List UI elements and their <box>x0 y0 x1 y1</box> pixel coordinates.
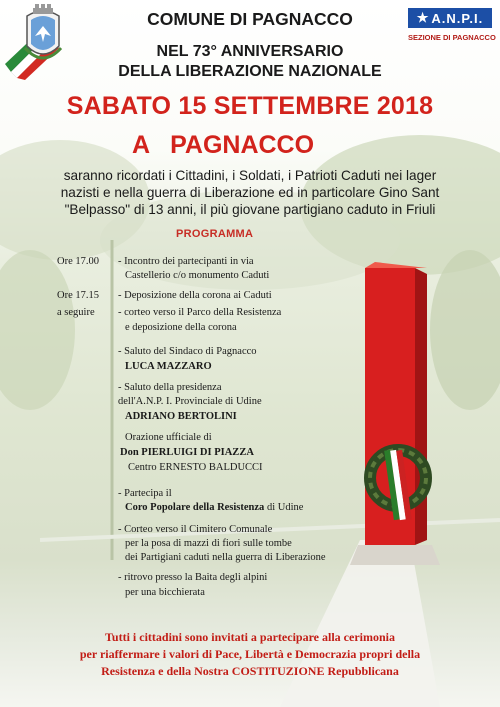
footer-line-1: Tutti i cittadini sono invitati a partecipare alla cerimonia <box>105 630 395 644</box>
comune-title: COMUNE DI PAGNACCO <box>147 9 353 29</box>
item-cimitero-l3: dei Partigiani caduti nella guerra di Liberazione <box>125 552 326 563</box>
footer-line-3: Resistenza e della Nostra COSTITUZIONE Repubblicana <box>101 664 399 678</box>
programma-title: PROGRAMMA <box>176 228 254 240</box>
item-baita-l1: - ritrovo presso la Baita degli alpini <box>118 572 268 583</box>
item-corteo-l1: - corteo verso il Parco della Resistenza <box>118 307 282 318</box>
item-cimitero-l1: - Corteo verso il Cimitero Comunale <box>118 524 273 535</box>
item-presidenza-l2: dell'A.N.P. I. Provinciale di Udine <box>118 396 262 407</box>
event-place: A PAGNACCO <box>132 131 315 159</box>
coro-suffix: di Udine <box>264 502 304 513</box>
star-icon: ★ <box>416 10 430 25</box>
item-cimitero-l2: per la posa di mazzi di fiori sulle tombe <box>125 538 292 549</box>
anpi-section: SEZIONE DI PAGNACCO <box>408 33 496 42</box>
intro-line-1: saranno ricordati i Cittadini, i Soldati, i Patrioti Caduti nei lager <box>63 168 437 183</box>
time-1715: Ore 17.15 <box>57 290 99 301</box>
name-mazzaro: LUCA MAZZARO <box>125 361 212 372</box>
footer-line-2: per riaffermare i valori di Pace, Libertà e Democrazia propri della <box>79 647 421 661</box>
tree-right <box>430 250 500 410</box>
item-presidenza-l1: - Saluto della presidenza <box>118 382 222 393</box>
item-coro <box>125 502 303 513</box>
item-corteo-l2: e deposizione della corona <box>125 322 237 333</box>
item-partecipa: - Partecipa il <box>118 488 172 499</box>
tree-left <box>0 250 75 410</box>
anpi-label: A.N.P.I. <box>431 10 484 26</box>
item-sindaco: - Saluto del Sindaco di Pagnacco <box>118 346 257 357</box>
item-deposizione: - Deposizione della corona ai Caduti <box>118 290 272 301</box>
item-baita-l2: per una bicchierata <box>125 587 205 598</box>
item-incontro-l2: Castellerio c/o monumento Caduti <box>125 270 270 281</box>
time-1700: Ore 17.00 <box>57 256 99 267</box>
liberation-line: DELLA LIBERAZIONE NAZIONALE <box>118 63 382 80</box>
name-dipiazza: Don PIERLUIGI DI PIAZZA <box>120 447 254 458</box>
intro-line-3: "Belpasso" di 13 anni, il più giovane partigiano caduto in Friuli <box>64 202 436 217</box>
item-incontro-l1: - Incontro dei partecipanti in via <box>118 256 254 267</box>
anniversary-line: NEL 73° ANNIVERSARIO <box>156 43 344 60</box>
event-date: SABATO 15 SETTEMBRE 2018 <box>66 92 434 120</box>
intro-line-2: nazisti e nella guerra di Liberazione ed in particolare Gino Sant <box>60 185 440 200</box>
name-bertolini: ADRIANO BERTOLINI <box>125 411 237 422</box>
item-orazione: Orazione ufficiale di <box>125 432 212 443</box>
name-coro: Coro Popolare della Resistenza <box>125 502 265 513</box>
monument-base <box>350 545 440 565</box>
path-walkway <box>280 540 440 707</box>
time-seguire: a seguire <box>57 307 95 318</box>
item-balducci: Centro ERNESTO BALDUCCI <box>128 462 263 473</box>
